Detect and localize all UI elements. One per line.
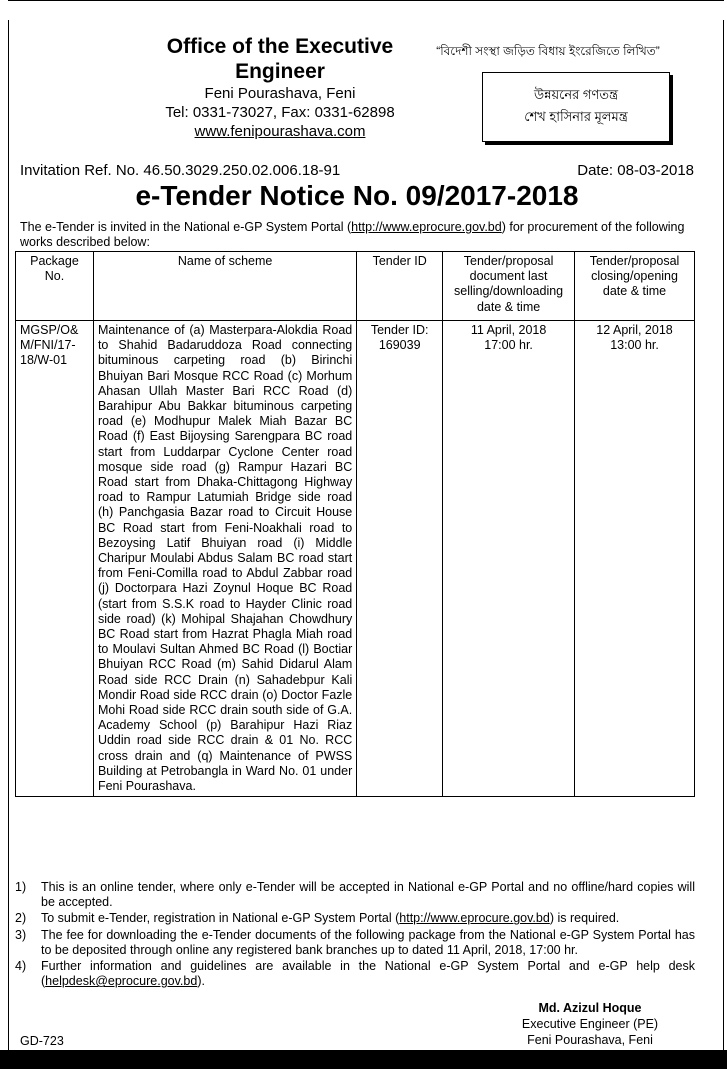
scheme-description: Maintenance of (a) Masterpara-Alokdia Road to Shahid Badaruddoza Road connecting bituminous carpeting road (b) Birinchi Bhuiyan Bari Mosque RCC Road (c) Morhum Ahasan Ullah Master Bari RCC Road (d) Barahipur Abu Bakkar bituminous carpeting road (e) Modhupur Malek Miah Bazar BC Road (f) East Bijoysing Sarengpara BC road start from Luddarpar Cyclone Center road mosque side road (g) Rampur Hazari BC Road start from Dhaka-Chittagong Highway road to Rampur Latumiah Bridge side road (h) Panchgasia Bazar road to Circuit House BC Road start from Feni-Noakhali road to Bezoysing Latif Bhuiyan road (i) Middle Charipur Moulabi Abdus Salam BC road start from Feni-Comilla road to Abdul Zabbar road (j) Doctorpara Hazi Zoynul Hoque BC Road (start from S.S.K road to Hayder Clinic road side road) (k) Mohipal Shajahan Chowdhury BC Road start from Hazrat Phagla Miah road to Moulavi Sultan Ahmed BC Road (l) Boctiar Bhuiyan RCC Road (m) Sahid Didarul Alam Road side RCC Drain (n) Sahadebpur Kali Mondir Road side RCC drain (o) Doctor Fazle Mohi Road side RCC drain south side of G.A. Academy School (p) Barahipur Hazi Riaz Uddin road side RCC drain & 01 No. RCC cross drain and (q) Maintenance of PWSS Building at Petrobangla in Ward No. 01 under Feni Pourashava. xyxy=(93,321,356,797)
tender-table xyxy=(15,251,695,797)
header-selling-date: Tender/proposal document last selling/downloading date & time xyxy=(443,252,575,321)
closing-date-cell xyxy=(575,321,695,797)
top-border xyxy=(8,0,724,2)
reference-number: Invitation Ref. No. 46.50.3029.250.02.006.18-91 xyxy=(20,162,341,179)
office-title-line2: Engineer xyxy=(235,60,325,83)
reference-line xyxy=(20,162,694,179)
footer-code: GD-723 xyxy=(20,1034,64,1048)
eprocure-link[interactable]: http://www.eprocure.gov.bd xyxy=(351,220,502,234)
header-tender-id: Tender ID xyxy=(357,252,443,321)
intro-paragraph xyxy=(20,220,700,250)
office-address: Feni Pourashava, Feni xyxy=(204,85,356,102)
tender-id-label: Tender ID: xyxy=(370,323,429,337)
table-row xyxy=(16,321,695,797)
note-number: 4) xyxy=(15,959,27,974)
selling-date: 11 April, 2018 xyxy=(470,323,547,337)
header-package: Package No. xyxy=(16,252,94,321)
slogan-box xyxy=(482,72,670,142)
tender-id-value: 169039 xyxy=(378,338,421,353)
signatory-designation: Executive Engineer (PE) xyxy=(521,1017,659,1031)
tender-id-cell xyxy=(357,321,443,797)
office-phone: Tel: 0331-73027, Fax: 0331-62898 xyxy=(165,104,395,121)
note-text: The fee for downloading the e-Tender documents of the following package from the National e-GP System Portal has to be deposited through online any registered bank branches up to dated 11 April, 2018, 17:00 hr. xyxy=(41,927,695,957)
selling-time: 17:00 hr. xyxy=(484,338,533,353)
note-text-before: Further information and guidelines are available in the National e-GP System Portal and e-GP help desk ( xyxy=(41,959,695,989)
closing-time: 13:00 hr. xyxy=(610,338,659,353)
intro-text-before: The e-Tender is invited in the National e-GP System Portal ( xyxy=(20,220,352,234)
note-number: 2) xyxy=(15,911,27,926)
slogan-line1: উন্নয়নের গণতন্ত্র xyxy=(533,87,619,102)
list-item xyxy=(15,911,695,926)
note-text-before: To submit e-Tender, registration in National e-GP System Portal ( xyxy=(41,911,400,926)
notice-date: Date: 08-03-2018 xyxy=(577,162,694,179)
header-closing-date: Tender/proposal closing/opening date & time xyxy=(575,252,695,321)
note-text-after: ) is required. xyxy=(549,911,620,926)
note-text-after: ). xyxy=(197,974,205,989)
note-number: 3) xyxy=(15,927,27,942)
list-item xyxy=(15,928,695,958)
note-number: 1) xyxy=(15,880,27,894)
note-text: This is an online tender, where only e-Tender will be accepted in National e-GP Portal and no offline/hard copies will be accepted. xyxy=(41,880,695,910)
signatory-name: Md. Azizul Hoque xyxy=(538,1001,642,1015)
list-item xyxy=(15,880,695,910)
table-header-row xyxy=(16,252,695,321)
intro-text-after: ) for procurement of the following works described below: xyxy=(20,220,685,249)
list-item xyxy=(15,959,695,989)
notice-title: e-Tender Notice No. 09/2017-2018 xyxy=(135,180,579,211)
office-header xyxy=(120,34,440,141)
eprocure-link[interactable]: http://www.eprocure.gov.bd xyxy=(399,911,550,926)
bangla-quote: “বিদেশী সংস্থা জড়িত বিধায় ইংরেজিতে লিখিত” xyxy=(436,44,660,58)
note-text xyxy=(41,911,695,926)
package-number: MGSP/O& M/FNI/17-18/W-01 xyxy=(16,321,94,797)
helpdesk-email-link[interactable]: helpdesk@eprocure.gov.bd xyxy=(45,974,198,989)
office-title-line1: Office of the Executive xyxy=(166,35,394,58)
bottom-bar xyxy=(0,1050,727,1069)
note-text xyxy=(41,959,695,989)
signature-block xyxy=(470,1000,710,1048)
selling-date-cell xyxy=(443,321,575,797)
header-scheme: Name of scheme xyxy=(93,252,356,321)
closing-date: 12 April, 2018 xyxy=(596,323,673,337)
notes-list xyxy=(15,880,695,990)
office-website-link[interactable]: www.fenipourashava.com xyxy=(194,123,366,140)
slogan-line2: শেখ হাসিনার মূলমন্ত্র xyxy=(524,109,628,124)
signatory-office: Feni Pourashava, Feni xyxy=(527,1033,653,1047)
